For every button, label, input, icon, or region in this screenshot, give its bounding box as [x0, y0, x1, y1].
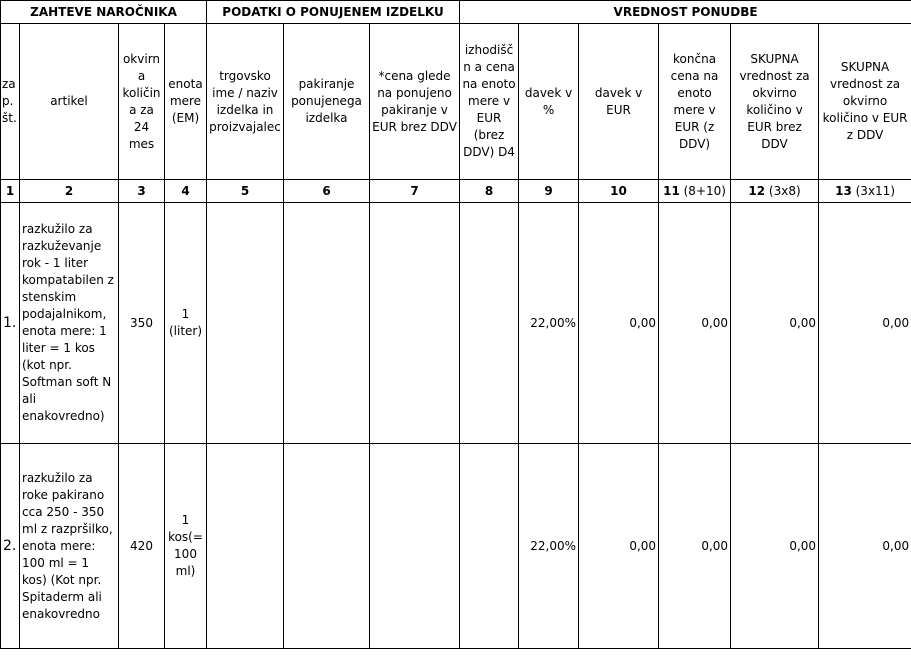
- column-header-row: [1, 24, 911, 180]
- header-final-unit-price: končna cena na enoto mere v EUR (z DDV): [659, 24, 731, 180]
- group-product-data: PODATKI O PONUJENEM IZDELKU: [207, 1, 460, 24]
- total-with-vat-cell: 0,00: [819, 203, 911, 444]
- column-number: 3: [119, 180, 165, 203]
- total-with-vat-cell: 0,00: [819, 444, 911, 649]
- column-number: 10: [579, 180, 659, 203]
- header-total-no-vat: SKUPNA vrednost za okvirno količino v EUR brez DDV: [731, 24, 819, 180]
- header-unit: enota mere (EM): [165, 24, 207, 180]
- column-number: 2: [20, 180, 119, 203]
- row-number: 1.: [1, 203, 20, 444]
- package-price-input-cell[interactable]: [370, 444, 460, 649]
- group-offer-value: VREDNOST PONUDBE: [460, 1, 911, 24]
- group-client-requirements: ZAHTEVE NAROČNIKA: [1, 1, 207, 24]
- final-price-cell: 0,00: [659, 203, 731, 444]
- tax-percent-cell: 22,00%: [519, 444, 579, 649]
- header-tax-percent: davek v %: [519, 24, 579, 180]
- column-number: 4: [165, 180, 207, 203]
- column-number: 13 (3x11): [819, 180, 911, 203]
- quantity-cell: 420: [119, 444, 165, 649]
- final-price-cell: 0,00: [659, 444, 731, 649]
- header-base-unit-price: izhodiščn a cena na enoto mere v EUR (brez DDV) D4: [460, 24, 519, 180]
- header-trade-name: trgovsko ime / naziv izdelka in proizvajalec: [207, 24, 284, 180]
- column-number: 8: [460, 180, 519, 203]
- unit-cell: 1 (liter): [165, 203, 207, 444]
- packaging-input-cell[interactable]: [284, 444, 370, 649]
- quantity-cell: 350: [119, 203, 165, 444]
- tax-percent-cell: 22,00%: [519, 203, 579, 444]
- package-price-input-cell[interactable]: [370, 203, 460, 444]
- header-packaging: pakiranje ponujenega izdelka: [284, 24, 370, 180]
- base-unit-price-input-cell[interactable]: [460, 203, 519, 444]
- column-number: 5: [207, 180, 284, 203]
- trade-name-input-cell[interactable]: [207, 444, 284, 649]
- base-unit-price-input-cell[interactable]: [460, 444, 519, 649]
- table-row: [1, 203, 911, 444]
- header-tax-eur: davek v EUR: [579, 24, 659, 180]
- column-number: 7: [370, 180, 460, 203]
- header-total-with-vat: SKUPNA vrednost za okvirno količino v EUR z DDV: [819, 24, 911, 180]
- column-number-row: [1, 180, 911, 203]
- table-row: [1, 444, 911, 649]
- article-cell: razkužilo za razkuževanje rok - 1 liter kompatabilen z stenskim podajalnikom, enota mere: 1 liter = 1 kos (kot npr. Softman soft N ali enakovredno): [20, 203, 119, 444]
- header-quantity: okvirna količin a za 24 mes: [119, 24, 165, 180]
- column-number: 11 (8+10): [659, 180, 731, 203]
- tax-eur-cell: 0,00: [579, 444, 659, 649]
- column-number: 6: [284, 180, 370, 203]
- header-article: artikel: [20, 24, 119, 180]
- header-package-price: *cena glede na ponujeno pakiranje v EUR brez DDV: [370, 24, 460, 180]
- row-number: 2.: [1, 444, 20, 649]
- unit-cell: 1 kos(= 100 ml): [165, 444, 207, 649]
- article-cell: razkužilo za roke pakirano cca 250 - 350 ml z razpršilko, enota mere: 100 ml = 1 kos) (Kot npr. Spitaderm ali enakovredno: [20, 444, 119, 649]
- packaging-input-cell[interactable]: [284, 203, 370, 444]
- column-number: 1: [1, 180, 20, 203]
- total-no-vat-cell: 0,00: [731, 203, 819, 444]
- total-no-vat-cell: 0,00: [731, 444, 819, 649]
- column-number: 12 (3x8): [731, 180, 819, 203]
- tax-eur-cell: 0,00: [579, 203, 659, 444]
- column-number: 9: [519, 180, 579, 203]
- header-row-number: za p. št.: [1, 24, 20, 180]
- trade-name-input-cell[interactable]: [207, 203, 284, 444]
- group-header-row: [1, 1, 911, 24]
